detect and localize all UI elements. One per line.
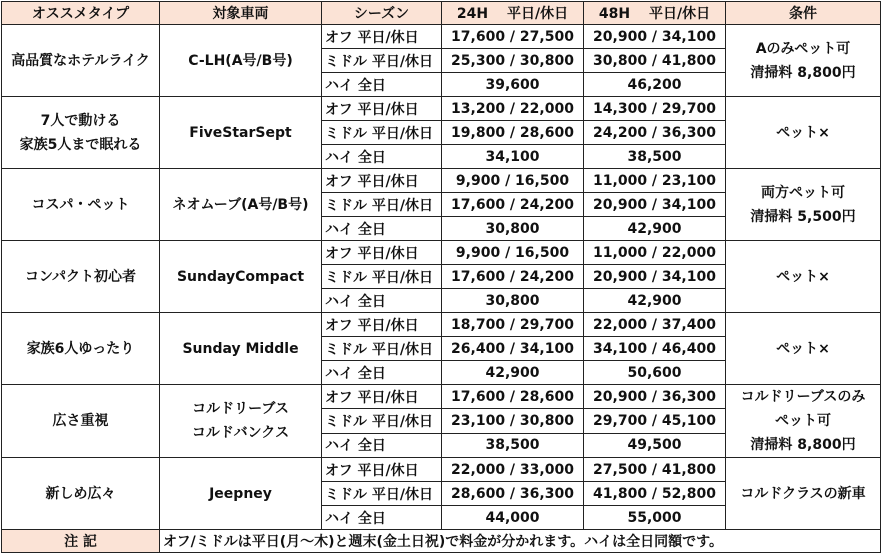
- vehicle-name: Jeepney: [209, 485, 272, 502]
- price-24h-cell: 44,000: [442, 506, 584, 530]
- condition-cell: [726, 25, 881, 97]
- price-24h-cell: 9,900 / 16,500: [442, 241, 584, 265]
- table-row: [2, 97, 881, 121]
- price-24h-cell: 17,600 / 24,200: [442, 193, 584, 217]
- table-row: [2, 241, 881, 265]
- season-cell: ハイ 全日: [322, 73, 442, 97]
- season-cell: オフ 平日/休日: [322, 458, 442, 482]
- vehicle-cell: [160, 385, 322, 458]
- condition-text: Aのみペット可: [755, 40, 851, 57]
- condition-text: 清掃料 8,800円: [750, 64, 856, 81]
- recommend-type-cell: [2, 313, 160, 385]
- vehicle-name: FiveStarSept: [189, 124, 292, 141]
- recommend-type-cell: [2, 458, 160, 530]
- note-label: 注 記: [2, 530, 160, 553]
- recommend-type-cell: [2, 385, 160, 458]
- table-row: [2, 385, 881, 409]
- recommend-type-text: 7人で動ける: [40, 112, 121, 129]
- vehicle-cell: [160, 169, 322, 241]
- season-cell: ハイ 全日: [322, 289, 442, 313]
- condition-text: コルドクラスの新車: [740, 485, 866, 502]
- table-row: [2, 313, 881, 337]
- price-24h-cell: 13,200 / 22,000: [442, 97, 584, 121]
- price-24h-cell: 30,800: [442, 289, 584, 313]
- header-row: [2, 2, 881, 25]
- condition-text: ペット×: [776, 268, 830, 285]
- price-48h-cell: 41,800 / 52,800: [584, 482, 726, 506]
- vehicle-cell: [160, 97, 322, 169]
- price-24h-cell: 25,300 / 30,800: [442, 49, 584, 73]
- season-cell: ハイ 全日: [322, 433, 442, 457]
- condition-text: 清掃料 5,500円: [750, 208, 856, 225]
- season-cell: ミドル 平日/休日: [322, 265, 442, 289]
- price-48h-cell: 22,000 / 37,400: [584, 313, 726, 337]
- condition-text: 清掃料 8,800円: [750, 437, 856, 453]
- condition-cell: [726, 97, 881, 169]
- condition-cell: [726, 241, 881, 313]
- note-text: オフ/ミドルは平日(月～木)と週末(金土日祝)で料金が分かれます。ハイは全日同額です。: [160, 530, 881, 553]
- price-24h-cell: 42,900: [442, 361, 584, 385]
- condition-text: コルドリーブスのみ: [740, 389, 866, 405]
- vehicle-cell: [160, 25, 322, 97]
- price-48h-cell: 34,100 / 46,400: [584, 337, 726, 361]
- price-48h-cell: 11,000 / 22,000: [584, 241, 726, 265]
- price-24h-cell: 34,100: [442, 145, 584, 169]
- season-cell: ハイ 全日: [322, 506, 442, 530]
- condition-cell: [726, 385, 881, 458]
- recommend-type-text: 家族6人ゆったり: [26, 340, 135, 357]
- table-row: [2, 25, 881, 49]
- season-cell: ミドル 平日/休日: [322, 121, 442, 145]
- price-24h-cell: 28,600 / 36,300: [442, 482, 584, 506]
- price-48h-cell: 14,300 / 29,700: [584, 97, 726, 121]
- table-row: [2, 458, 881, 482]
- price-48h-cell: 27,500 / 41,800: [584, 458, 726, 482]
- season-cell: オフ 平日/休日: [322, 313, 442, 337]
- price-48h-cell: 20,900 / 34,100: [584, 265, 726, 289]
- season-cell: オフ 平日/休日: [322, 241, 442, 265]
- vehicle-name: コルドバンクス: [191, 425, 290, 441]
- price-24h-cell: 18,700 / 29,700: [442, 313, 584, 337]
- condition-text: ペット×: [776, 340, 830, 357]
- price-48h-cell: 46,200: [584, 73, 726, 97]
- price-24h-cell: 9,900 / 16,500: [442, 169, 584, 193]
- season-cell: ミドル 平日/休日: [322, 337, 442, 361]
- vehicle-name: ネオムーブ(A号/B号): [172, 196, 309, 213]
- header-condition: 条件: [726, 2, 881, 25]
- price-48h-cell: 11,000 / 23,100: [584, 169, 726, 193]
- price-24h-cell: 30,800: [442, 217, 584, 241]
- price-24h-cell: 17,600 / 27,500: [442, 25, 584, 49]
- season-cell: ミドル 平日/休日: [322, 49, 442, 73]
- header-24h: 24H 平日/休日: [442, 2, 584, 25]
- price-24h-cell: 19,800 / 28,600: [442, 121, 584, 145]
- season-cell: ミドル 平日/休日: [322, 193, 442, 217]
- price-24h-cell: 39,600: [442, 73, 584, 97]
- header-48h: 48H 平日/休日: [584, 2, 726, 25]
- condition-text: ペット可: [775, 413, 831, 429]
- header-season: シーズン: [322, 2, 442, 25]
- price-24h-cell: 23,100 / 30,800: [442, 409, 584, 433]
- vehicle-name: コルドリーブス: [192, 401, 289, 417]
- table-row: [2, 169, 881, 193]
- header-vehicle: 対象車両: [160, 2, 322, 25]
- price-48h-cell: 30,800 / 41,800: [584, 49, 726, 73]
- vehicle-name: SundayCompact: [176, 268, 305, 285]
- condition-cell: [726, 313, 881, 385]
- recommend-type-text: コスパ・ペット: [31, 196, 130, 213]
- recommend-type-cell: [2, 169, 160, 241]
- season-cell: ミドル 平日/休日: [322, 482, 442, 506]
- vehicle-cell: [160, 241, 322, 313]
- price-24h-cell: 17,600 / 28,600: [442, 385, 584, 409]
- price-48h-cell: 20,900 / 36,300: [584, 385, 726, 409]
- vehicle-cell: [160, 458, 322, 530]
- season-cell: ミドル 平日/休日: [322, 409, 442, 433]
- recommend-type-text: 広さ重視: [52, 413, 109, 429]
- vehicle-cell: [160, 313, 322, 385]
- price-48h-cell: 20,900 / 34,100: [584, 193, 726, 217]
- condition-cell: [726, 458, 881, 530]
- price-24h-cell: 38,500: [442, 433, 584, 457]
- vehicle-name: Sunday Middle: [182, 340, 299, 357]
- rental-price-table: [1, 1, 881, 553]
- price-24h-cell: 17,600 / 24,200: [442, 265, 584, 289]
- recommend-type-text: 家族5人まで眠れる: [19, 136, 142, 153]
- condition-text: 両方ペット可: [761, 184, 845, 201]
- price-48h-cell: 42,900: [584, 289, 726, 313]
- recommend-type-text: コンパクト初心者: [24, 268, 137, 285]
- price-48h-cell: 50,600: [584, 361, 726, 385]
- header-type: オススメタイプ: [2, 2, 160, 25]
- price-48h-cell: 42,900: [584, 217, 726, 241]
- price-48h-cell: 38,500: [584, 145, 726, 169]
- price-24h-cell: 22,000 / 33,000: [442, 458, 584, 482]
- price-48h-cell: 29,700 / 45,100: [584, 409, 726, 433]
- recommend-type-cell: [2, 241, 160, 313]
- price-48h-cell: 55,000: [584, 506, 726, 530]
- season-cell: オフ 平日/休日: [322, 385, 442, 409]
- season-cell: ハイ 全日: [322, 361, 442, 385]
- price-24h-cell: 26,400 / 34,100: [442, 337, 584, 361]
- recommend-type-text: 新しめ広々: [45, 485, 116, 502]
- note-row: [2, 530, 881, 553]
- condition-text: ペット×: [776, 124, 830, 141]
- season-cell: オフ 平日/休日: [322, 169, 442, 193]
- condition-cell: [726, 169, 881, 241]
- season-cell: ハイ 全日: [322, 145, 442, 169]
- recommend-type-cell: [2, 25, 160, 97]
- vehicle-name: C-LH(A号/B号): [188, 52, 293, 69]
- price-48h-cell: 20,900 / 34,100: [584, 25, 726, 49]
- recommend-type-cell: [2, 97, 160, 169]
- table-body: [2, 25, 881, 530]
- season-cell: ハイ 全日: [322, 217, 442, 241]
- season-cell: オフ 平日/休日: [322, 25, 442, 49]
- season-cell: オフ 平日/休日: [322, 97, 442, 121]
- recommend-type-text: 高品質なホテルライク: [11, 52, 150, 69]
- price-48h-cell: 24,200 / 36,300: [584, 121, 726, 145]
- price-48h-cell: 49,500: [584, 433, 726, 457]
